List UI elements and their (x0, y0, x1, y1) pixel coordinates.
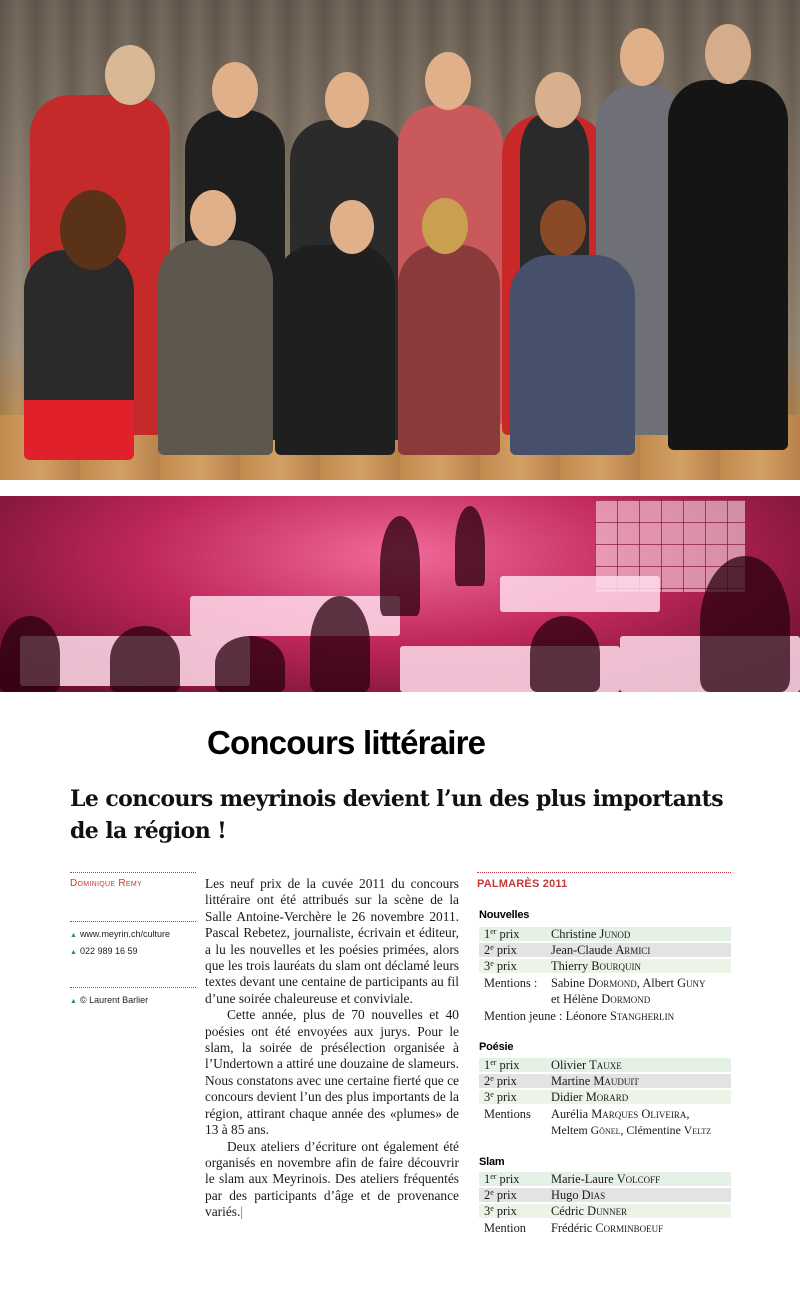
last-name: Dormond (587, 976, 637, 990)
person-head (105, 45, 155, 105)
rank-word: prix (493, 1204, 517, 1218)
nouvelles-second-prize (479, 943, 731, 957)
mention-jeune-label: Mention jeune : (484, 1009, 563, 1023)
slam-third-prize (479, 1204, 731, 1218)
winner-name (551, 1188, 605, 1202)
nouvelles-first-prize (479, 927, 731, 941)
poesie-mentions-line1 (551, 1106, 689, 1122)
rank-suffix: e (490, 1090, 494, 1099)
rank-suffix: e (490, 943, 494, 952)
person-head (705, 24, 751, 84)
last-name: Veltz (683, 1123, 712, 1137)
first-name: Frédéric (551, 1221, 593, 1235)
poesie-mentions-label: Mentions (484, 1107, 531, 1121)
rank (484, 1188, 517, 1202)
category-slam: Slam (479, 1156, 505, 1168)
poesie-first-prize (479, 1058, 731, 1072)
category-poesie: Poésie (479, 1041, 514, 1053)
person-head (60, 190, 126, 270)
rank (484, 1172, 519, 1186)
rank-suffix: er (490, 1058, 497, 1067)
poesie-third-prize (479, 1090, 731, 1104)
rank (484, 959, 517, 973)
winner-name (551, 959, 641, 973)
first-name: Léonore (565, 1009, 607, 1023)
person-head (620, 28, 664, 86)
rank-number: 3 (484, 959, 491, 973)
person-standing-7 (668, 80, 788, 450)
last-name: Dunner (587, 1204, 628, 1218)
article-subtitle: Le concours meyrinois devient l’un des plus importants de la région ! (70, 786, 724, 844)
winner-name (551, 943, 650, 957)
article-title: Concours littéraire (207, 724, 486, 761)
guest (310, 596, 370, 692)
first-name: Olivier (551, 1058, 587, 1072)
first-name: Hugo (551, 1188, 579, 1202)
last-name: Dormond (601, 992, 651, 1006)
first-name: Sabine (551, 976, 585, 990)
first-name: Christine (551, 927, 597, 941)
author-name: Dominique Remy (70, 878, 142, 889)
rank (484, 927, 519, 941)
nouvelles-mentions-line2 (551, 991, 650, 1007)
person-head (330, 200, 374, 254)
first-name: Jean-Claude (551, 943, 613, 957)
person-kneeling-3 (275, 245, 395, 455)
triangle-bullet-icon: ▲ (70, 949, 77, 956)
last-name: Corminboeuf (595, 1221, 664, 1235)
nouvelles-mentions-line1 (551, 975, 706, 991)
photo-credit (70, 995, 148, 1005)
rank-suffix: er (490, 927, 497, 936)
palmares-title: PALMARÈS 2011 (477, 878, 568, 890)
last-name: Junod (599, 927, 631, 941)
winner-name (551, 1058, 622, 1072)
rank-number: 2 (484, 1074, 491, 1088)
first-name: Marie-Laure (551, 1172, 614, 1186)
divider (70, 872, 196, 873)
rank-suffix: e (490, 959, 494, 968)
last-name: Dias (581, 1188, 606, 1202)
first-name: Hélène (563, 992, 599, 1006)
guest (455, 506, 485, 586)
last-name: Tauxe (589, 1058, 622, 1072)
person-kneeling-1 (24, 250, 134, 460)
guest (215, 636, 285, 692)
rank-word: prix (493, 1188, 517, 1202)
phone-number (70, 946, 138, 956)
rank-number: 1 (484, 1172, 491, 1186)
rank-number: 3 (484, 1204, 491, 1218)
first-name: Martine (551, 1074, 591, 1088)
event-photo (0, 496, 800, 692)
rank-word: prix (493, 1074, 517, 1088)
divider (70, 987, 196, 988)
divider (70, 921, 196, 922)
rank (484, 1090, 517, 1104)
last-name: Volcoff (616, 1172, 661, 1186)
nouvelles-mention-jeune (484, 1008, 674, 1024)
poesie-mentions-line2 (551, 1122, 711, 1138)
guest (530, 616, 600, 692)
paragraph-3 (205, 1139, 459, 1221)
first-name: Thierry (551, 959, 589, 973)
person-head (540, 200, 586, 256)
person-head (212, 62, 258, 118)
first-name: Meltem (551, 1123, 588, 1137)
conjunction: et (551, 992, 564, 1006)
photo-credit-text: © Laurent Barlier (79, 995, 149, 1005)
separator: , (636, 976, 643, 990)
winner-name (551, 927, 630, 941)
first-name: Albert (642, 976, 674, 990)
winner-name (551, 1090, 628, 1104)
poesie-second-prize (479, 1074, 731, 1088)
website-link[interactable] (70, 929, 170, 939)
table (500, 576, 660, 612)
last-name: Armici (615, 943, 651, 957)
article-body (205, 876, 459, 1221)
slam-first-prize (479, 1172, 731, 1186)
guest (380, 516, 420, 616)
guest (0, 616, 60, 692)
separator: , (686, 1107, 690, 1121)
guest (110, 626, 180, 692)
last-name: Marques Oliveira (591, 1107, 687, 1121)
website-text: www.meyrin.ch/culture (79, 929, 170, 939)
triangle-bullet-icon: ▲ (70, 998, 77, 1005)
person-head (422, 198, 468, 254)
rank (484, 1058, 519, 1072)
winner-name (551, 1172, 660, 1186)
person-kneeling-5 (510, 255, 635, 455)
nouvelles-mentions-label: Mentions : (484, 976, 538, 990)
slam-mention-name (551, 1220, 663, 1236)
rank-number: 3 (484, 1090, 491, 1104)
winner-name (551, 1204, 627, 1218)
rank-number: 1 (484, 927, 491, 941)
rank-word: prix (493, 959, 517, 973)
rank-suffix: e (490, 1204, 494, 1213)
person-head (190, 190, 236, 246)
rank-word: prix (493, 943, 517, 957)
first-name: Didier (551, 1090, 583, 1104)
paragraph-3-text: Deux ateliers d’écriture ont également été organisés en novembre afin de faire découvrir le slam aux Meyrinois. Des ateliers fréquentés par des participants d’âge et de provenance variés. (205, 1138, 459, 1220)
rank-number: 2 (484, 1188, 491, 1202)
last-name: Guny (677, 976, 706, 990)
group-photo (0, 0, 800, 480)
category-nouvelles: Nouvelles (479, 909, 530, 921)
winner-name (551, 1074, 639, 1088)
phone-text: 022 989 16 59 (79, 946, 138, 956)
rank-suffix: e (490, 1188, 494, 1197)
guest (700, 556, 790, 692)
person-kneeling-4 (398, 245, 500, 455)
rank (484, 943, 517, 957)
rank-number: 1 (484, 1058, 491, 1072)
rank-suffix: e (490, 1074, 494, 1083)
person-head (425, 52, 471, 110)
rank-word: prix (496, 927, 520, 941)
first-name: Aurélia (551, 1107, 589, 1121)
rank-word: prix (496, 1058, 520, 1072)
rank-suffix: er (490, 1172, 497, 1181)
first-name: Clémentine (626, 1123, 681, 1137)
last-name: Mauduit (593, 1074, 639, 1088)
paragraph-2: Cette année, plus de 70 nouvelles et 40 poésies ont été envoyées aux jurys. Pour le slam, la soirée de présélection organisée à l’Undertown a attiré une douzaine de slameurs. Nous constatons avec une certaine fierté que ce concours devient l’un des plus importants de la région, attirant chaque année des «plumes» de 13 à 85 ans. (205, 1007, 459, 1138)
person-kneeling-2 (158, 240, 273, 455)
person-head (535, 72, 581, 128)
rank-number: 2 (484, 943, 491, 957)
author-byline (70, 878, 142, 889)
divider (477, 872, 731, 873)
last-name: Morard (585, 1090, 629, 1104)
rank-word: prix (493, 1090, 517, 1104)
last-name: Gönel (590, 1123, 621, 1137)
slam-mention-label: Mention (484, 1221, 526, 1235)
slam-second-prize (479, 1188, 731, 1202)
rank (484, 1074, 517, 1088)
end-mark: | (240, 1204, 244, 1220)
person-head (325, 72, 369, 128)
paragraph-1: Les neuf prix de la cuvée 2011 du concours littéraire ont été attribués sur la scène de la Salle Antoine-Verchère le 26 novembre 2011. Pascal Rebetez, journaliste, écrivain et éditeur, a lu les nouvelles et les poésies primées, alors que les trois lauréats du slam ont déclamé leurs textes devant une centaine de participants au fil d’une soirée chaleureuse et conviviale. (205, 876, 459, 1006)
triangle-bullet-icon: ▲ (70, 932, 77, 939)
last-name: Bourquin (591, 959, 642, 973)
first-name: Cédric (551, 1204, 585, 1218)
rank (484, 1204, 517, 1218)
nouvelles-third-prize (479, 959, 731, 973)
last-name: Stangherlin (609, 1009, 675, 1023)
rank-word: prix (496, 1172, 520, 1186)
separator: , (620, 1123, 627, 1137)
